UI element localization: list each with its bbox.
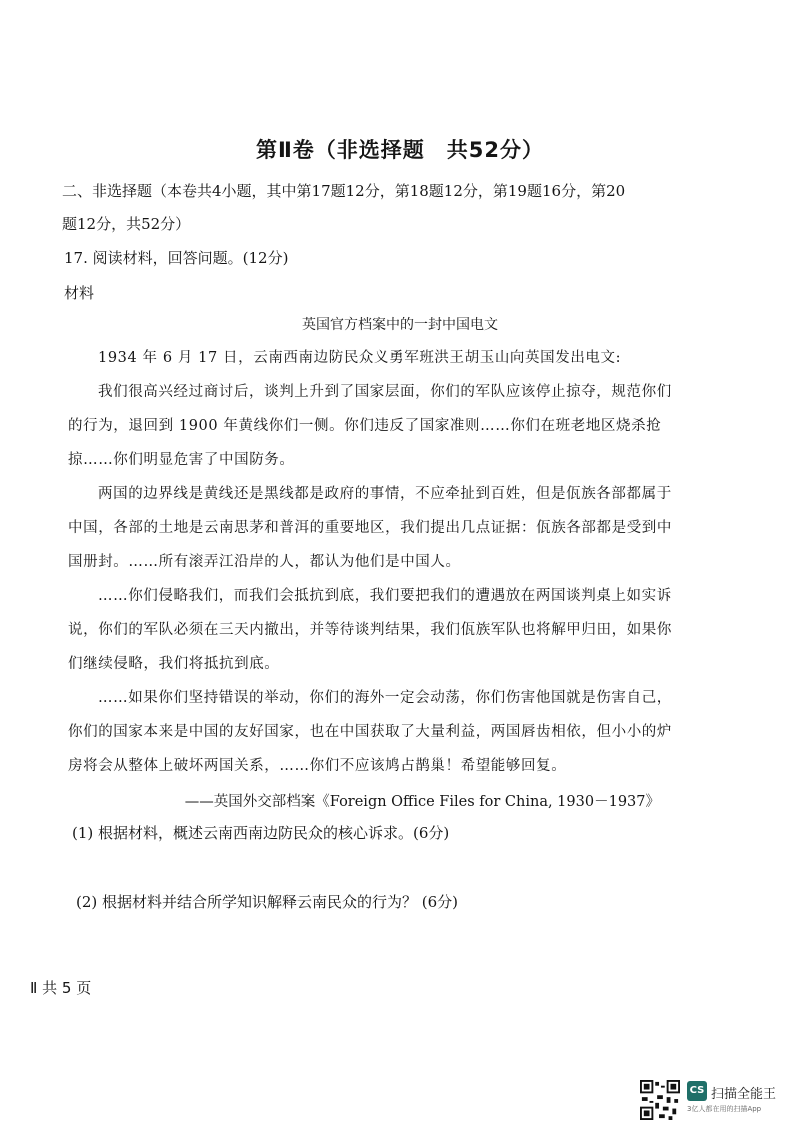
page-title: 第Ⅱ卷（非选择题 共52分） xyxy=(255,138,545,162)
material-line: 1934 年 6 月 17 日，云南西南边防民众义勇军班洪王胡玉山向英国发出电文: xyxy=(98,350,622,366)
scanner-brand: 扫描全能王 xyxy=(711,1087,777,1102)
material-line: 掠……你们明显危害了中国防务。 xyxy=(68,452,295,468)
material-line: 你们的国家本来是中国的友好国家，也在中国获取了大量利益，两国唇齿相依，但小小的炉 xyxy=(68,724,672,740)
material-line: 两国的边界线是黄线还是黑线都是政府的事情，不应牵扯到百姓，但是佤族各部都属于 xyxy=(98,486,672,502)
material-title: 英国官方档案中的一封中国电文 xyxy=(302,317,498,333)
question-17-prompt: 17. 阅读材料，回答问题。(12分) xyxy=(64,249,289,267)
material-line: 的行为，退回到 1900 年黄线你们一侧。你们违反了国家准则……你们在班老地区烧杀抢 xyxy=(68,418,662,434)
qr-code-icon xyxy=(640,1080,680,1120)
section-heading-line-2: 题12分，共52分） xyxy=(62,215,191,233)
material-line: 中国，各部的土地是云南思茅和普洱的重要地区，我们提出几点证据：佤族各部都是受到中 xyxy=(68,520,672,536)
material-line: 国册封。……所有滚弄江沿岸的人，都认为他们是中国人。 xyxy=(68,554,461,570)
material-line: ……如果你们坚持错误的举动，你们的海外一定会动荡，你们伤害他国就是伤害自己， xyxy=(98,690,672,706)
section-heading-line-1: 二、非选择题（本卷共4小题，其中第17题12分，第18题12分，第19题16分，第20 xyxy=(62,182,626,200)
material-line: 房将会从整体上破坏两国关系，……你们不应该鸠占鹊巢！希望能够回复。 xyxy=(68,758,567,774)
sub-question-1: (1) 根据材料，概述云南西南边防民众的核心诉求。(6分) xyxy=(72,824,450,842)
sub-question-2: (2) 根据材料并结合所学知识解释云南民众的行为？ (6分) xyxy=(76,893,459,911)
page-footer: Ⅱ 共 5 页 xyxy=(30,979,92,997)
material-line: 我们很高兴经过商讨后，谈判上升到了国家层面，你们的军队应该停止掠夺，规范你们 xyxy=(98,384,672,400)
material-label: 材料 xyxy=(64,284,95,302)
material-line: 说，你们的军队必须在三天内撤出，并等待谈判结果，我们佤族军队也将解甲归田，如果你 xyxy=(68,622,672,638)
material-line: ……你们侵略我们，而我们会抵抗到底，我们要把我们的遭遇放在两国谈判桌上如实诉 xyxy=(98,588,672,604)
material-line: 们继续侵略，我们将抵抗到底。 xyxy=(68,656,280,672)
camscanner-logo-icon: CS xyxy=(687,1081,707,1101)
material-source: ——英国外交部档案《Foreign Office Files for China, 1930－1937》 xyxy=(184,794,660,810)
scanner-tagline: 3亿人都在用的扫描App xyxy=(687,1105,762,1113)
